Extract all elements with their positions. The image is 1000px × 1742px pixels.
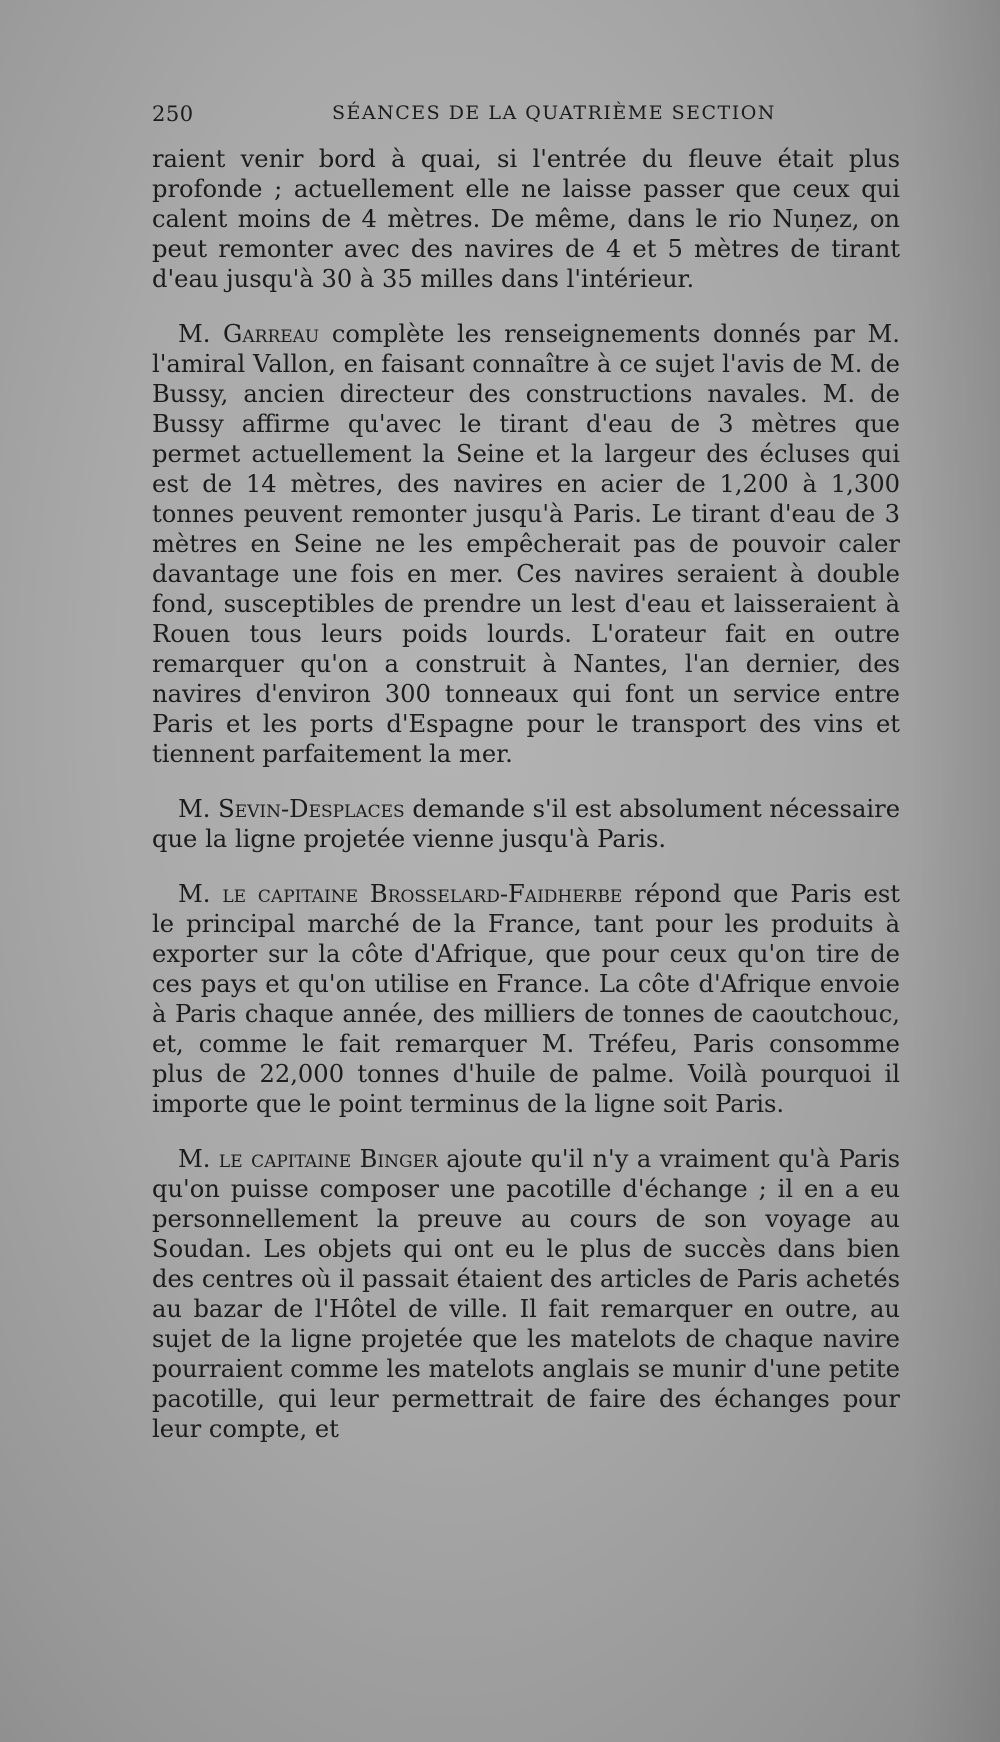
speaker-name: le capitaine Brosselard-Faidherbe: [222, 880, 623, 908]
paragraph-text: complète les renseignements donnés par M. l'amiral Vallon, en faisant connaître à ce sujet l'avis de M. de Bussy, ancien directeur des constructions navales. M. de Bussy affirme qu'avec le tirant d'eau de 3 mètres que permet actuellement la Seine et la largeur des écluses qui est de 14 mètres, des navires en acier de 1,200 à 1,300 tonnes peuvent remonter jusqu'à Paris. Le tirant d'eau de 3 mètres en Seine ne les empêcherait pas de pouvoir caler davantage une fois en mer. Ces navires seraient à double fond, susceptibles de prendre un lest d'eau et laisseraient à Rouen tous leurs poids lourds. L'orateur fait en outre remarquer qu'on a construit à Nantes, l'an dernier, des navires d'environ 300 tonneaux qui font un service entre Paris et les ports d'Espagne pour le transport des vins et tiennent parfaitement la mer.: [152, 320, 900, 768]
speaker-prefix: M.: [178, 880, 223, 908]
paragraph-garreau: [152, 319, 900, 769]
paragraph-continuation: [152, 144, 900, 294]
page-number: 250: [152, 102, 194, 126]
speaker-name: le capitaine Binger: [218, 1145, 438, 1173]
page-header: [152, 102, 900, 132]
paragraph-text: ajoute qu'il n'y a vraiment qu'à Paris qu'on puisse composer une pacotille d'échange ; il en a eu personnellement la preuve au cours de son voyage au Soudan. Les objets qui ont eu le plus de succès dans bien des centres où il passait étaient des articles de Paris achetés au bazar de l'Hôtel de ville. Il fait remarquer en outre, au sujet de la ligne projetée que les matelots de chaque navire pourraient comme les matelots anglais se munir d'une petite pacotille, qui leur permettrait de faire des échanges pour leur compte, et: [152, 1145, 900, 1443]
speaker-name: Garreau: [223, 320, 320, 348]
paragraph-text: raient venir bord à quai, si l'entrée du fleuve était plus profonde ; actuellement elle ne laisse passer que ceux qui calent moins de 4 mètres. De même, dans le rio Nuņez, on peut remonter avec des navires de 4 et 5 mètres de tirant d'eau jusqu'à 30 à 35 milles dans l'intérieur.: [152, 145, 900, 293]
paragraph-text: répond que Paris est le principal marché de la France, tant pour les produits à exporter sur la côte d'Afrique, que pour ceux qu'on tire de ces pays et qu'on utilise en France. La côte d'Afrique envoie à Paris chaque année, des milliers de tonnes de caoutchouc, et, comme le fait remarquer M. Tréfeu, Paris consomme plus de 22,000 tonnes d'huile de palme. Voilà pourquoi il importe que le point terminus de la ligne soit Paris.: [152, 880, 900, 1118]
running-title: SÉANCES DE LA QUATRIÈME SECTION: [332, 102, 776, 124]
speaker-name: Sevin-Desplaces: [218, 795, 405, 823]
paragraph-text: demande s'il est absolument nécessaire que la ligne projetée vienne jusqu'à Paris.: [152, 795, 901, 853]
speaker-prefix: M.: [178, 320, 224, 348]
speaker-prefix: M.: [178, 1145, 219, 1173]
speaker-prefix: M.: [178, 795, 219, 823]
body-text: [152, 144, 900, 1444]
paragraph-brosselard-faidherbe: [152, 879, 900, 1119]
paragraph-sevin-desplaces: [152, 794, 900, 854]
paragraph-binger: [152, 1144, 900, 1444]
